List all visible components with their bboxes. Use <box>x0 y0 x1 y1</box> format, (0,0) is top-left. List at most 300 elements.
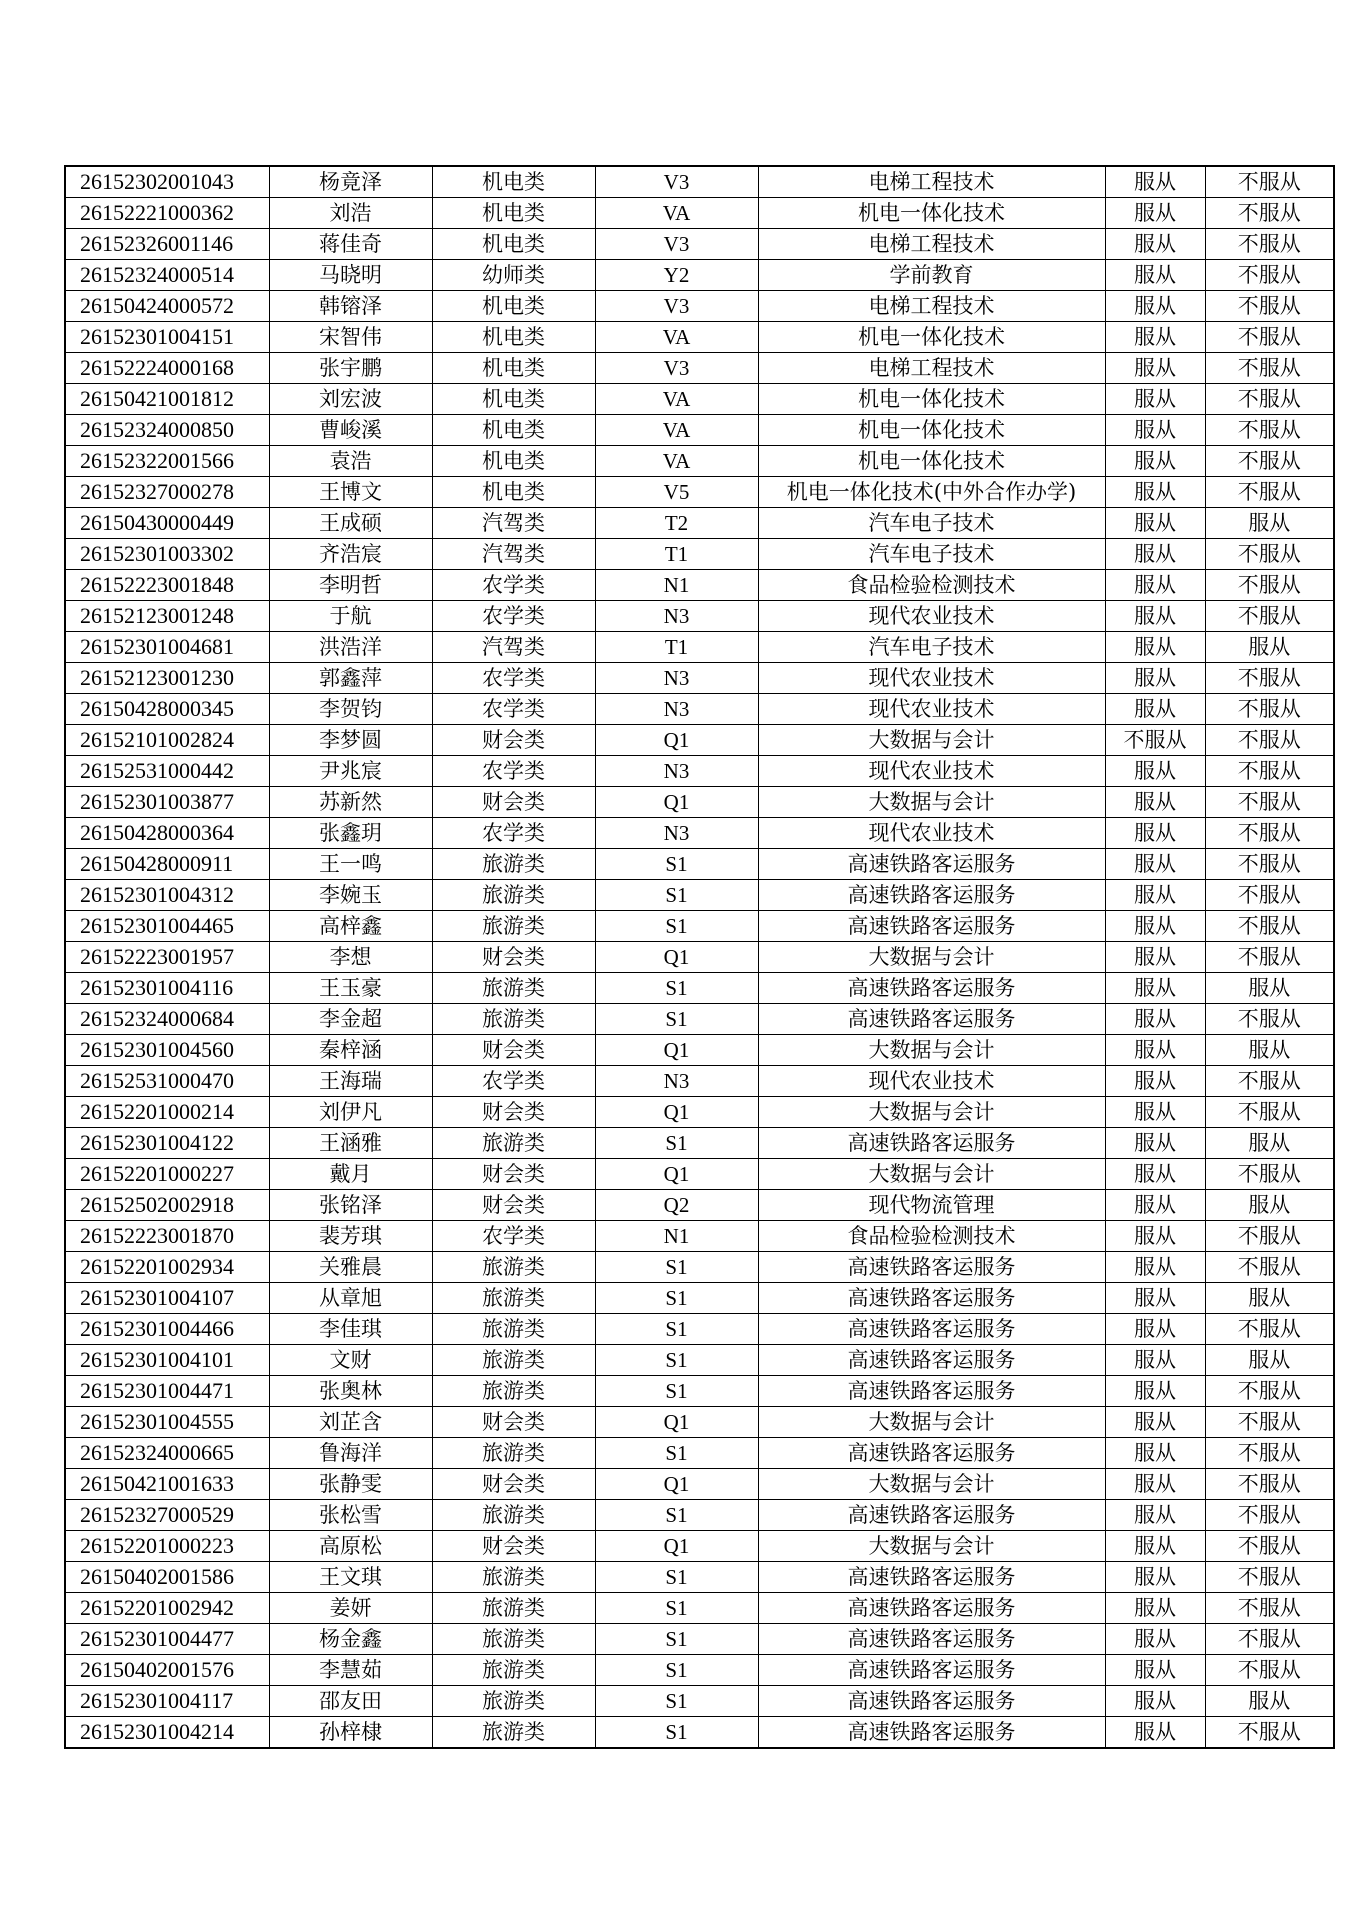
exam-id-cell: 26152101002824 <box>65 725 269 756</box>
adjust-cell: 服从 <box>1105 1097 1205 1128</box>
admission-table <box>64 165 1335 1749</box>
table-row <box>65 198 1334 229</box>
code-cell: S1 <box>595 911 758 942</box>
table-row <box>65 1283 1334 1314</box>
category-cell: 机电类 <box>432 229 595 260</box>
name-cell: 王玉豪 <box>269 973 432 1004</box>
name-cell: 王涵雅 <box>269 1128 432 1159</box>
table-row <box>65 1190 1334 1221</box>
category-cell: 旅游类 <box>432 1128 595 1159</box>
table-row <box>65 1128 1334 1159</box>
table-row <box>65 1376 1334 1407</box>
table-row <box>65 260 1334 291</box>
adjust-cell: 服从 <box>1105 911 1205 942</box>
transfer-cell: 不服从 <box>1205 1624 1334 1655</box>
table-row <box>65 632 1334 663</box>
adjust-cell: 服从 <box>1105 1562 1205 1593</box>
major-cell: 高速铁路客运服务 <box>758 1283 1105 1314</box>
exam-id-cell: 26150421001812 <box>65 384 269 415</box>
category-cell: 旅游类 <box>432 1345 595 1376</box>
name-cell: 邵友田 <box>269 1686 432 1717</box>
code-cell: Q2 <box>595 1190 758 1221</box>
table-row <box>65 973 1334 1004</box>
exam-id-cell: 26152223001848 <box>65 570 269 601</box>
exam-id-cell: 26152301003302 <box>65 539 269 570</box>
category-cell: 旅游类 <box>432 1624 595 1655</box>
major-cell: 高速铁路客运服务 <box>758 1500 1105 1531</box>
code-cell: S1 <box>595 1376 758 1407</box>
category-cell: 农学类 <box>432 570 595 601</box>
transfer-cell: 不服从 <box>1205 353 1334 384</box>
category-cell: 财会类 <box>432 787 595 818</box>
category-cell: 机电类 <box>432 353 595 384</box>
transfer-cell: 服从 <box>1205 1035 1334 1066</box>
code-cell: Y2 <box>595 260 758 291</box>
adjust-cell: 服从 <box>1105 818 1205 849</box>
name-cell: 张松雪 <box>269 1500 432 1531</box>
major-cell: 高速铁路客运服务 <box>758 880 1105 911</box>
major-cell: 机电一体化技术 <box>758 415 1105 446</box>
exam-id-cell: 26150402001586 <box>65 1562 269 1593</box>
category-cell: 旅游类 <box>432 1562 595 1593</box>
exam-id-cell: 26152327000278 <box>65 477 269 508</box>
exam-id-cell: 26152301004560 <box>65 1035 269 1066</box>
category-cell: 农学类 <box>432 601 595 632</box>
exam-id-cell: 26152322001566 <box>65 446 269 477</box>
transfer-cell: 不服从 <box>1205 1314 1334 1345</box>
code-cell: S1 <box>595 1345 758 1376</box>
name-cell: 宋智伟 <box>269 322 432 353</box>
major-cell: 高速铁路客运服务 <box>758 1562 1105 1593</box>
transfer-cell: 不服从 <box>1205 291 1334 322</box>
name-cell: 刘浩 <box>269 198 432 229</box>
transfer-cell: 不服从 <box>1205 570 1334 601</box>
exam-id-cell: 26150428000345 <box>65 694 269 725</box>
table-row <box>65 880 1334 911</box>
table-row <box>65 415 1334 446</box>
category-cell: 旅游类 <box>432 1283 595 1314</box>
exam-id-cell: 26152327000529 <box>65 1500 269 1531</box>
table-row <box>65 911 1334 942</box>
table-row <box>65 1500 1334 1531</box>
category-cell: 农学类 <box>432 818 595 849</box>
exam-id-cell: 26152531000442 <box>65 756 269 787</box>
code-cell: N3 <box>595 818 758 849</box>
transfer-cell: 服从 <box>1205 1686 1334 1717</box>
code-cell: Q1 <box>595 1097 758 1128</box>
major-cell: 汽车电子技术 <box>758 508 1105 539</box>
table-row <box>65 1593 1334 1624</box>
exam-id-cell: 26150402001576 <box>65 1655 269 1686</box>
category-cell: 旅游类 <box>432 1376 595 1407</box>
exam-id-cell: 26152201000214 <box>65 1097 269 1128</box>
adjust-cell: 服从 <box>1105 1655 1205 1686</box>
code-cell: N3 <box>595 756 758 787</box>
adjust-cell: 服从 <box>1105 1035 1205 1066</box>
exam-id-cell: 26152221000362 <box>65 198 269 229</box>
category-cell: 财会类 <box>432 1097 595 1128</box>
category-cell: 旅游类 <box>432 1655 595 1686</box>
name-cell: 孙梓棣 <box>269 1717 432 1749</box>
adjust-cell: 服从 <box>1105 353 1205 384</box>
table-row <box>65 353 1334 384</box>
transfer-cell: 不服从 <box>1205 166 1334 198</box>
transfer-cell: 不服从 <box>1205 446 1334 477</box>
transfer-cell: 不服从 <box>1205 725 1334 756</box>
exam-id-cell: 26152301004681 <box>65 632 269 663</box>
category-cell: 财会类 <box>432 1035 595 1066</box>
transfer-cell: 不服从 <box>1205 1004 1334 1035</box>
exam-id-cell: 26152301004101 <box>65 1345 269 1376</box>
adjust-cell: 服从 <box>1105 291 1205 322</box>
name-cell: 高原松 <box>269 1531 432 1562</box>
code-cell: S1 <box>595 1593 758 1624</box>
table-row <box>65 694 1334 725</box>
major-cell: 电梯工程技术 <box>758 353 1105 384</box>
exam-id-cell: 26152201002934 <box>65 1252 269 1283</box>
name-cell: 李佳琪 <box>269 1314 432 1345</box>
adjust-cell: 服从 <box>1105 508 1205 539</box>
transfer-cell: 不服从 <box>1205 1221 1334 1252</box>
adjust-cell: 服从 <box>1105 1159 1205 1190</box>
major-cell: 机电一体化技术 <box>758 446 1105 477</box>
code-cell: Q1 <box>595 942 758 973</box>
transfer-cell: 不服从 <box>1205 1593 1334 1624</box>
code-cell: Q1 <box>595 787 758 818</box>
table-row <box>65 1407 1334 1438</box>
code-cell: N3 <box>595 601 758 632</box>
adjust-cell: 服从 <box>1105 1004 1205 1035</box>
name-cell: 鲁海洋 <box>269 1438 432 1469</box>
adjust-cell: 服从 <box>1105 849 1205 880</box>
code-cell: S1 <box>595 1686 758 1717</box>
name-cell: 马晓明 <box>269 260 432 291</box>
major-cell: 大数据与会计 <box>758 942 1105 973</box>
category-cell: 机电类 <box>432 415 595 446</box>
adjust-cell: 服从 <box>1105 787 1205 818</box>
name-cell: 韩镕泽 <box>269 291 432 322</box>
code-cell: V3 <box>595 291 758 322</box>
code-cell: VA <box>595 446 758 477</box>
table-row <box>65 291 1334 322</box>
major-cell: 机电一体化技术(中外合作办学) <box>758 477 1105 508</box>
major-cell: 现代物流管理 <box>758 1190 1105 1221</box>
exam-id-cell: 26152531000470 <box>65 1066 269 1097</box>
major-cell: 高速铁路客运服务 <box>758 1345 1105 1376</box>
category-cell: 机电类 <box>432 446 595 477</box>
name-cell: 张鑫玥 <box>269 818 432 849</box>
transfer-cell: 服从 <box>1205 1190 1334 1221</box>
major-cell: 学前教育 <box>758 260 1105 291</box>
major-cell: 高速铁路客运服务 <box>758 911 1105 942</box>
name-cell: 李婉玉 <box>269 880 432 911</box>
exam-id-cell: 26152301004477 <box>65 1624 269 1655</box>
adjust-cell: 服从 <box>1105 1593 1205 1624</box>
name-cell: 杨金鑫 <box>269 1624 432 1655</box>
table-row <box>65 539 1334 570</box>
transfer-cell: 不服从 <box>1205 911 1334 942</box>
category-cell: 旅游类 <box>432 1438 595 1469</box>
transfer-cell: 服从 <box>1205 1128 1334 1159</box>
transfer-cell: 不服从 <box>1205 756 1334 787</box>
code-cell: S1 <box>595 1283 758 1314</box>
name-cell: 李金超 <box>269 1004 432 1035</box>
name-cell: 洪浩洋 <box>269 632 432 663</box>
name-cell: 裴芳琪 <box>269 1221 432 1252</box>
transfer-cell: 不服从 <box>1205 198 1334 229</box>
major-cell: 高速铁路客运服务 <box>758 1438 1105 1469</box>
table-row <box>65 787 1334 818</box>
category-cell: 农学类 <box>432 663 595 694</box>
adjust-cell: 服从 <box>1105 1221 1205 1252</box>
exam-id-cell: 26152326001146 <box>65 229 269 260</box>
major-cell: 大数据与会计 <box>758 1407 1105 1438</box>
transfer-cell: 不服从 <box>1205 1717 1334 1749</box>
exam-id-cell: 26152324000665 <box>65 1438 269 1469</box>
code-cell: Q1 <box>595 725 758 756</box>
transfer-cell: 不服从 <box>1205 1376 1334 1407</box>
name-cell: 从章旭 <box>269 1283 432 1314</box>
table-row <box>65 1469 1334 1500</box>
category-cell: 财会类 <box>432 1531 595 1562</box>
code-cell: S1 <box>595 880 758 911</box>
name-cell: 刘芷含 <box>269 1407 432 1438</box>
adjust-cell: 服从 <box>1105 1128 1205 1159</box>
code-cell: S1 <box>595 1004 758 1035</box>
adjust-cell: 服从 <box>1105 663 1205 694</box>
adjust-cell: 服从 <box>1105 384 1205 415</box>
exam-id-cell: 26152223001870 <box>65 1221 269 1252</box>
major-cell: 现代农业技术 <box>758 818 1105 849</box>
transfer-cell: 不服从 <box>1205 322 1334 353</box>
table-row <box>65 508 1334 539</box>
major-cell: 高速铁路客运服务 <box>758 1128 1105 1159</box>
category-cell: 财会类 <box>432 942 595 973</box>
name-cell: 杨竟泽 <box>269 166 432 198</box>
major-cell: 现代农业技术 <box>758 663 1105 694</box>
code-cell: N3 <box>595 663 758 694</box>
name-cell: 袁浩 <box>269 446 432 477</box>
exam-id-cell: 26152201002942 <box>65 1593 269 1624</box>
category-cell: 旅游类 <box>432 1500 595 1531</box>
table-row <box>65 477 1334 508</box>
transfer-cell: 不服从 <box>1205 787 1334 818</box>
table-row <box>65 942 1334 973</box>
code-cell: Q1 <box>595 1407 758 1438</box>
major-cell: 电梯工程技术 <box>758 166 1105 198</box>
table-row <box>65 1221 1334 1252</box>
major-cell: 高速铁路客运服务 <box>758 849 1105 880</box>
name-cell: 王海瑞 <box>269 1066 432 1097</box>
exam-id-cell: 26152302001043 <box>65 166 269 198</box>
transfer-cell: 不服从 <box>1205 1438 1334 1469</box>
code-cell: V3 <box>595 166 758 198</box>
major-cell: 大数据与会计 <box>758 1097 1105 1128</box>
code-cell: S1 <box>595 973 758 1004</box>
major-cell: 高速铁路客运服务 <box>758 973 1105 1004</box>
transfer-cell: 不服从 <box>1205 1066 1334 1097</box>
major-cell: 高速铁路客运服务 <box>758 1593 1105 1624</box>
code-cell: S1 <box>595 1624 758 1655</box>
adjust-cell: 服从 <box>1105 229 1205 260</box>
adjust-cell: 服从 <box>1105 632 1205 663</box>
transfer-cell: 不服从 <box>1205 880 1334 911</box>
category-cell: 财会类 <box>432 1159 595 1190</box>
transfer-cell: 不服从 <box>1205 1469 1334 1500</box>
major-cell: 电梯工程技术 <box>758 229 1105 260</box>
major-cell: 汽车电子技术 <box>758 539 1105 570</box>
exam-id-cell: 26150421001633 <box>65 1469 269 1500</box>
name-cell: 于航 <box>269 601 432 632</box>
transfer-cell: 不服从 <box>1205 849 1334 880</box>
exam-id-cell: 26152301004555 <box>65 1407 269 1438</box>
code-cell: Q1 <box>595 1531 758 1562</box>
category-cell: 机电类 <box>432 384 595 415</box>
exam-id-cell: 26152123001230 <box>65 663 269 694</box>
adjust-cell: 服从 <box>1105 1407 1205 1438</box>
major-cell: 机电一体化技术 <box>758 384 1105 415</box>
category-cell: 旅游类 <box>432 1004 595 1035</box>
exam-id-cell: 26152301004117 <box>65 1686 269 1717</box>
name-cell: 刘伊凡 <box>269 1097 432 1128</box>
transfer-cell: 服从 <box>1205 973 1334 1004</box>
name-cell: 李想 <box>269 942 432 973</box>
transfer-cell: 不服从 <box>1205 1159 1334 1190</box>
table-row <box>65 322 1334 353</box>
major-cell: 大数据与会计 <box>758 1035 1105 1066</box>
code-cell: V5 <box>595 477 758 508</box>
category-cell: 财会类 <box>432 1190 595 1221</box>
code-cell: V3 <box>595 353 758 384</box>
exam-id-cell: 26152324000850 <box>65 415 269 446</box>
major-cell: 高速铁路客运服务 <box>758 1655 1105 1686</box>
transfer-cell: 不服从 <box>1205 663 1334 694</box>
exam-id-cell: 26152201000223 <box>65 1531 269 1562</box>
category-cell: 机电类 <box>432 198 595 229</box>
exam-id-cell: 26152324000684 <box>65 1004 269 1035</box>
category-cell: 旅游类 <box>432 911 595 942</box>
adjust-cell: 服从 <box>1105 1345 1205 1376</box>
code-cell: Q1 <box>595 1469 758 1500</box>
transfer-cell: 不服从 <box>1205 1655 1334 1686</box>
name-cell: 李慧茹 <box>269 1655 432 1686</box>
code-cell: S1 <box>595 849 758 880</box>
transfer-cell: 不服从 <box>1205 1500 1334 1531</box>
code-cell: S1 <box>595 1562 758 1593</box>
major-cell: 现代农业技术 <box>758 1066 1105 1097</box>
category-cell: 旅游类 <box>432 1314 595 1345</box>
name-cell: 张静雯 <box>269 1469 432 1500</box>
code-cell: T1 <box>595 539 758 570</box>
code-cell: N3 <box>595 694 758 725</box>
major-cell: 高速铁路客运服务 <box>758 1686 1105 1717</box>
transfer-cell: 不服从 <box>1205 1097 1334 1128</box>
code-cell: T2 <box>595 508 758 539</box>
exam-id-cell: 26152502002918 <box>65 1190 269 1221</box>
exam-id-cell: 26152223001957 <box>65 942 269 973</box>
transfer-cell: 不服从 <box>1205 818 1334 849</box>
adjust-cell: 服从 <box>1105 880 1205 911</box>
code-cell: VA <box>595 384 758 415</box>
major-cell: 大数据与会计 <box>758 787 1105 818</box>
exam-id-cell: 26152301004116 <box>65 973 269 1004</box>
major-cell: 大数据与会计 <box>758 725 1105 756</box>
adjust-cell: 服从 <box>1105 1531 1205 1562</box>
exam-id-cell: 26152224000168 <box>65 353 269 384</box>
table-row <box>65 1035 1334 1066</box>
name-cell: 李贺钧 <box>269 694 432 725</box>
exam-id-cell: 26152301004214 <box>65 1717 269 1749</box>
transfer-cell: 不服从 <box>1205 1407 1334 1438</box>
major-cell: 汽车电子技术 <box>758 632 1105 663</box>
table-row <box>65 1717 1334 1749</box>
name-cell: 苏新然 <box>269 787 432 818</box>
adjust-cell: 服从 <box>1105 942 1205 973</box>
major-cell: 高速铁路客运服务 <box>758 1314 1105 1345</box>
code-cell: VA <box>595 322 758 353</box>
table-row <box>65 446 1334 477</box>
transfer-cell: 不服从 <box>1205 539 1334 570</box>
name-cell: 尹兆宸 <box>269 756 432 787</box>
exam-id-cell: 26152301003877 <box>65 787 269 818</box>
exam-id-cell: 26152301004312 <box>65 880 269 911</box>
table-row <box>65 818 1334 849</box>
category-cell: 旅游类 <box>432 1252 595 1283</box>
major-cell: 高速铁路客运服务 <box>758 1004 1105 1035</box>
table-row <box>65 1004 1334 1035</box>
code-cell: S1 <box>595 1128 758 1159</box>
category-cell: 旅游类 <box>432 1717 595 1749</box>
code-cell: S1 <box>595 1655 758 1686</box>
name-cell: 文财 <box>269 1345 432 1376</box>
category-cell: 机电类 <box>432 477 595 508</box>
table-row <box>65 1686 1334 1717</box>
name-cell: 王博文 <box>269 477 432 508</box>
adjust-cell: 服从 <box>1105 198 1205 229</box>
transfer-cell: 不服从 <box>1205 229 1334 260</box>
table-row <box>65 166 1334 198</box>
code-cell: N1 <box>595 1221 758 1252</box>
table-row <box>65 849 1334 880</box>
major-cell: 大数据与会计 <box>758 1469 1105 1500</box>
adjust-cell: 服从 <box>1105 415 1205 446</box>
table-row <box>65 663 1334 694</box>
name-cell: 张奥林 <box>269 1376 432 1407</box>
code-cell: N3 <box>595 1066 758 1097</box>
transfer-cell: 服从 <box>1205 1345 1334 1376</box>
name-cell: 秦梓涵 <box>269 1035 432 1066</box>
exam-id-cell: 26150428000364 <box>65 818 269 849</box>
table-row <box>65 1655 1334 1686</box>
adjust-cell: 服从 <box>1105 601 1205 632</box>
adjust-cell: 服从 <box>1105 166 1205 198</box>
transfer-cell: 服从 <box>1205 1283 1334 1314</box>
category-cell: 机电类 <box>432 291 595 322</box>
major-cell: 高速铁路客运服务 <box>758 1717 1105 1749</box>
name-cell: 张宇鹏 <box>269 353 432 384</box>
category-cell: 财会类 <box>432 1469 595 1500</box>
code-cell: VA <box>595 415 758 446</box>
major-cell: 高速铁路客运服务 <box>758 1376 1105 1407</box>
code-cell: VA <box>595 198 758 229</box>
adjust-cell: 服从 <box>1105 1500 1205 1531</box>
exam-id-cell: 26150424000572 <box>65 291 269 322</box>
code-cell: S1 <box>595 1438 758 1469</box>
exam-id-cell: 26152123001248 <box>65 601 269 632</box>
transfer-cell: 服从 <box>1205 508 1334 539</box>
name-cell: 张铭泽 <box>269 1190 432 1221</box>
adjust-cell: 不服从 <box>1105 725 1205 756</box>
